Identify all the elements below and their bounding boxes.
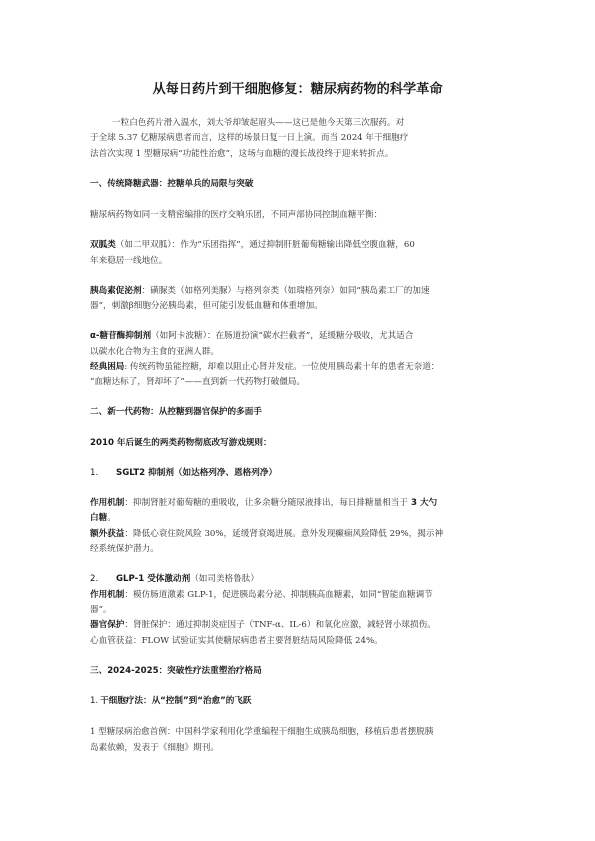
secretagogue-line-2: 器”，刺激β细胞分泌胰岛素，但可能引发低血糖和体重增加。 <box>90 301 323 311</box>
glp1-organ-label: 器官保护 <box>90 620 125 630</box>
agi-name: α-糖苷酶抑制剂 <box>90 331 152 341</box>
glp1-organ-text: ：肾脏保护：通过抑制炎症因子（TNF-α、IL-6）和氧化应激，减轻肾小球损伤。 <box>124 620 436 630</box>
sglt2-mech-text: ：抑制肾脏对葡萄糖的重吸收，让多余糖分随尿液排出，每日排糖量相当于 <box>124 498 408 508</box>
section-1-lead: 糖尿病药物如同一支精密编排的医疗交响乐团，不同声部协同控制血糖平衡： <box>90 210 383 220</box>
glp1-mech-line-2: 器”。 <box>90 605 112 615</box>
glp1-mech-label: 作用机制 <box>90 590 125 600</box>
biguanide-line-2: 年来稳居一线地位。 <box>90 256 168 266</box>
glp1-title-note: （如司美格鲁肽） <box>190 574 259 584</box>
glp1-mech-text: ：模仿肠道激素 GLP-1，促进胰岛素分泌、抑制胰高血糖素，如同“智能血糖调节 <box>124 590 433 600</box>
stem-cell-heading <box>90 694 506 710</box>
secretagogue-name: 胰岛素促泌剂 <box>90 286 142 296</box>
section-2-subheading: 2010 年后诞生的两类药物彻底改写游戏规则： <box>90 438 272 448</box>
secretagogue-text: ：磺脲类（如格列美脲）与格列奈类（如瑞格列奈）如同“胰岛素工厂的加速 <box>141 286 430 296</box>
sglt2-mech-end: 。 <box>107 513 116 523</box>
sglt2-mech-line-2 <box>90 511 506 527</box>
biguanide-text: （如二甲双胍）：作为“乐团指挥”，通过抑制肝脏葡萄糖输出降低空腹血糖，60 <box>115 240 415 250</box>
glp1-organ-line-1 <box>90 618 506 634</box>
sglt2-benefit-line-1 <box>90 527 506 543</box>
dilemma-name: 经典困局 <box>90 362 125 372</box>
page-title: 从每日药片到干细胞修复：糖尿病药物的科学革命 <box>152 82 443 97</box>
sglt2-mech-label: 作用机制 <box>90 498 125 508</box>
dilemma-line-1 <box>90 360 506 376</box>
biguanide-name: 双胍类 <box>90 240 116 250</box>
dilemma-line-2: “血糖达标了，肾却坏了”——直到新一代药物打破僵局。 <box>90 377 306 387</box>
intro-line-3: 法首次实现 1 型糖尿病“功能性治愈”，这场与血糖的漫长战役终于迎来转折点。 <box>90 149 394 159</box>
sglt2-benefit-line-2: 经系统保护潜力。 <box>90 544 159 554</box>
sglt2-mech-emphasis-2: 白糖 <box>90 513 108 523</box>
glp1-number: 2. <box>90 574 99 584</box>
sglt2-heading <box>90 466 506 482</box>
stem-cell-title: 干细胞疗法：从“控制”到“治愈”的飞跃 <box>100 696 252 706</box>
stem-cell-line-2: 岛素依赖，发表于《细胞》期刊。 <box>90 743 219 753</box>
glp1-heading <box>90 572 506 588</box>
section-1-heading: 一、传统降糖武器：控糖单兵的局限与突破 <box>90 179 254 189</box>
sglt2-title: SGLT2 抑制剂（如达格列净、恩格列净） <box>116 468 278 478</box>
intro-line-1: 一粒白色药片滑入温水，刘大爷却皱起眉头——这已是他今天第三次服药。对 <box>112 118 405 128</box>
section-3-heading: 三、2024-2025：突破性疗法重塑治疗格局 <box>90 666 262 676</box>
stem-cell-line-1: 1 型糖尿病治愈首例：中国科学家利用化学重编程干细胞生成胰岛细胞，移植后患者摆脱胰 <box>90 727 434 737</box>
dilemma-text: : 传统药物虽能控糖，却难以阻止心肾并发症。一位使用胰岛素十年的患者无奈道： <box>124 362 440 372</box>
agi-line-1 <box>90 329 506 345</box>
section-2-heading: 二、新一代药物：从控糖到器官保护的多面手 <box>90 407 262 417</box>
intro-line-2: 于全球 5.37 亿糖尿病患者而言，这样的场景日复一日上演。而当 2024 年干细胞疗 <box>90 133 409 143</box>
agi-text: （如阿卡波糖）：在肠道扮演“碳水拦截者”，延缓糖分吸收，尤其适合 <box>151 331 414 341</box>
sglt2-mech-line-1 <box>90 496 506 512</box>
biguanide-line-1 <box>90 238 506 254</box>
sglt2-benefit-text: ：降低心衰住院风险 30%，延缓肾衰竭进展。意外发现癫痫风险降低 29%，揭示神 <box>124 529 444 539</box>
sglt2-number: 1. <box>90 468 99 478</box>
sglt2-benefit-label: 额外获益 <box>90 529 125 539</box>
sglt2-mech-emphasis: 3 大勺 <box>408 498 438 508</box>
glp1-organ-line-2: 心血管获益：FLOW 试验证实其使糖尿病患者主要肾脏结局风险降低 24%。 <box>90 636 383 646</box>
glp1-mech-line-1 <box>90 588 506 604</box>
agi-line-2: 以碳水化合物为主食的亚洲人群。 <box>90 347 219 357</box>
stem-cell-number: 1. <box>90 696 99 706</box>
secretagogue-line-1 <box>90 284 506 300</box>
glp1-title: GLP-1 受体激动剂 <box>116 574 191 584</box>
